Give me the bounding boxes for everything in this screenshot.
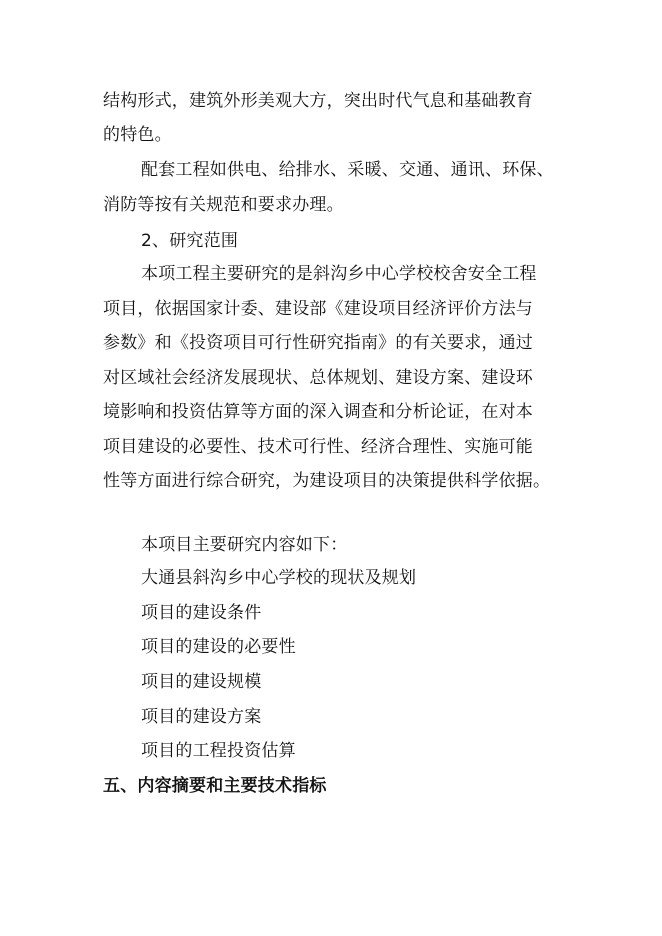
chapter-heading: 五、内容摘要和主要技术指标 (103, 776, 327, 796)
para3-line5: 境影响和投资估算等方面的深入调查和分析论证，在对本 (103, 402, 533, 422)
content-item: 项目的建设方案 (141, 707, 262, 727)
para1-line1: 结构形式，建筑外形美观大方，突出时代气息和基础教育 (103, 91, 533, 111)
para3-line3: 参数》和《投资项目可行性研究指南》的有关要求，通过 (103, 333, 533, 353)
para3-line6: 项目建设的必要性、技术可行性、经济合理性、实施可能 (103, 437, 533, 457)
content-item: 项目的建设的必要性 (141, 637, 296, 657)
content-intro: 本项目主要研究内容如下： (141, 535, 348, 555)
section-heading: 2、研究范围 (141, 231, 239, 251)
para2-line1: 配套工程如供电、给排水、采暖、交通、通讯、环保、 (141, 160, 554, 180)
para3-line7: 性等方面进行综合研究，为建设项目的决策提供科学依据。 (103, 471, 551, 491)
para1-line2: 的特色。 (103, 125, 172, 145)
para3-line1: 本项工程主要研究的是斜沟乡中心学校校舍安全工程 (141, 264, 537, 284)
content-item: 项目的建设条件 (141, 603, 262, 623)
para2-line2: 消防等按有关规范和要求办理。 (103, 195, 344, 215)
content-item: 项目的建设规模 (141, 672, 262, 692)
content-item: 大通县斜沟乡中心学校的现状及规划 (141, 568, 417, 588)
para3-line4: 对区域社会经济发展现状、总体规划、建设方案、建设环 (103, 368, 533, 388)
para3-line2: 项目，依据国家计委、建设部《建设项目经济评价方法与 (103, 299, 533, 319)
content-item: 项目的工程投资估算 (141, 741, 296, 761)
